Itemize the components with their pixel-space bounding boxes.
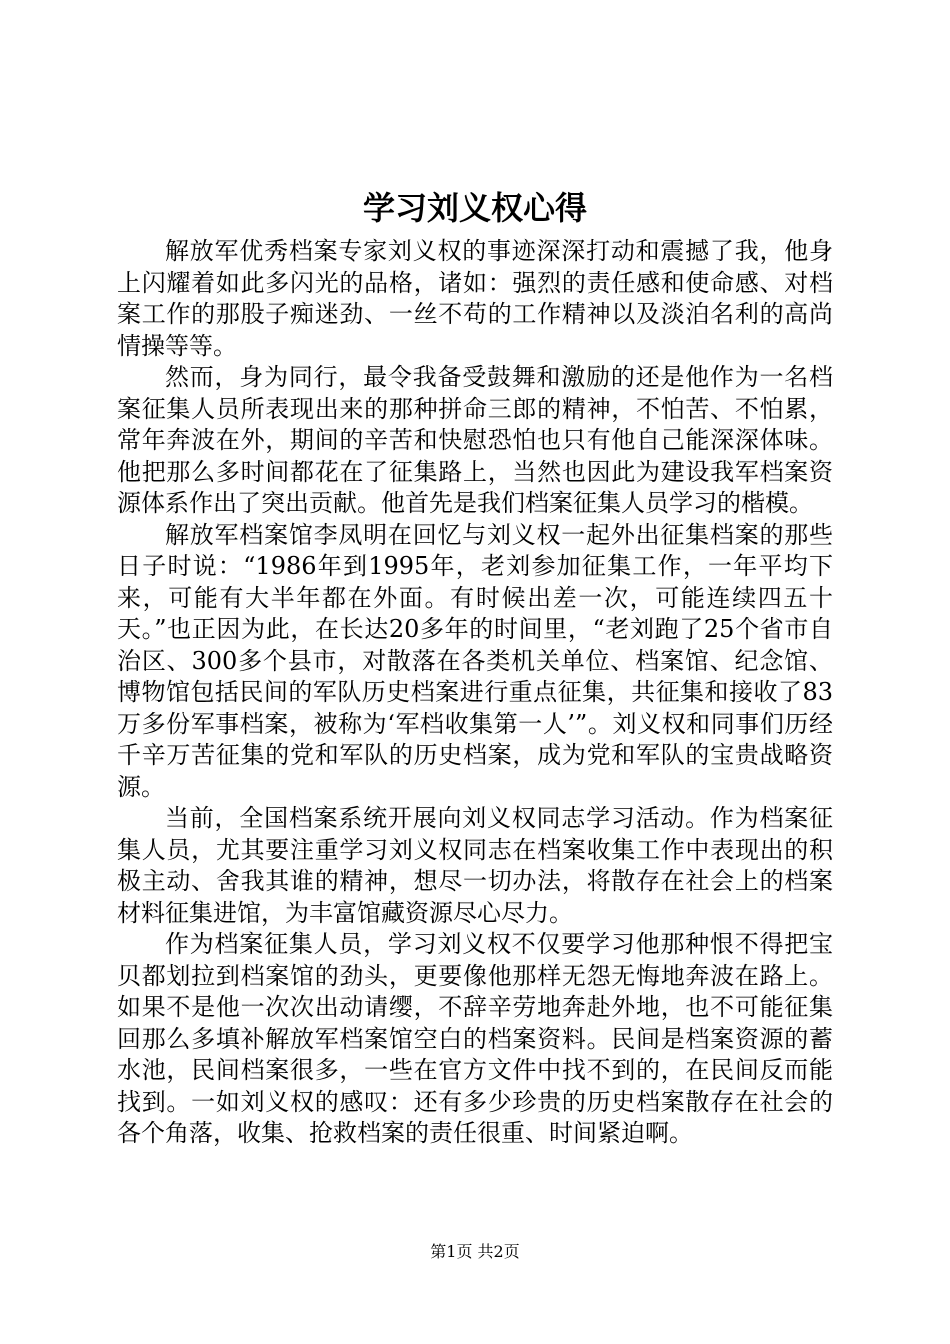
- paragraph: 作为档案征集人员，学习刘义权不仅要学习他那种恨不得把宝贝都划拉到档案馆的劲头，更要像他那样无怨无悔地奔波在路上。如果不是他一次次出动请缨，不辞辛劳地奔赴外地，也不可能征集回那么多填补解放军档案馆空白的档案资料。民间是档案资源的蓄水池，民间档案很多，一些在官方文件中找不到的，在民间反而能找到。一如刘义权的感叹：还有多少珍贵的历史档案散存在社会的各个角落，收集、抢救档案的责任很重、时间紧迫啊。: [117, 930, 833, 1147]
- paragraph: 解放军档案馆李凤明在回忆与刘义权一起外出征集档案的那些日子时说：“1986年到1995年，老刘参加征集工作，一年平均下来，可能有大半年都在外面。有时候出差一次，可能连续四五十天。”也正因为此，在长达20多年的时间里，“老刘跑了25个省市自治区、300多个县市，对散落在各类机关单位、档案馆、纪念馆、博物馆包括民间的军队历史档案进行重点征集，共征集和接收了83万多份军事档案，被称为‘军档收集第一人’”。刘义权和同事们历经千辛万苦征集的党和军队的历史档案，成为党和军队的宝贵战略资源。: [117, 520, 833, 801]
- paragraph: 然而，身为同行，最令我备受鼓舞和激励的还是他作为一名档案征集人员所表现出来的那种拼命三郎的精神，不怕苦、不怕累，常年奔波在外，期间的辛苦和快慰恐怕也只有他自己能深深体味。他把那么多时间都花在了征集路上，当然也因此为建设我军档案资源体系作出了突出贡献。他首先是我们档案征集人员学习的楷模。: [117, 363, 833, 517]
- paragraph: 解放军优秀档案专家刘义权的事迹深深打动和震撼了我，他身上闪耀着如此多闪光的品格，诸如：强烈的责任感和使命感、对档案工作的那股子痴迷劲、一丝不苟的工作精神以及淡泊名利的高尚情操等等。: [117, 237, 833, 360]
- paragraph: 当前，全国档案系统开展向刘义权同志学习活动。作为档案征集人员，尤其要注重学习刘义权同志在档案收集工作中表现出的积极主动、舍我其谁的精神，想尽一切办法，将散存在社会上的档案材料征集进馆，为丰富馆藏资源尽心尽力。: [117, 804, 833, 927]
- page-footer: 第1页 共2页: [430, 1242, 520, 1261]
- document-body: [117, 236, 833, 1150]
- document-title: 学习刘义权心得: [362, 189, 587, 227]
